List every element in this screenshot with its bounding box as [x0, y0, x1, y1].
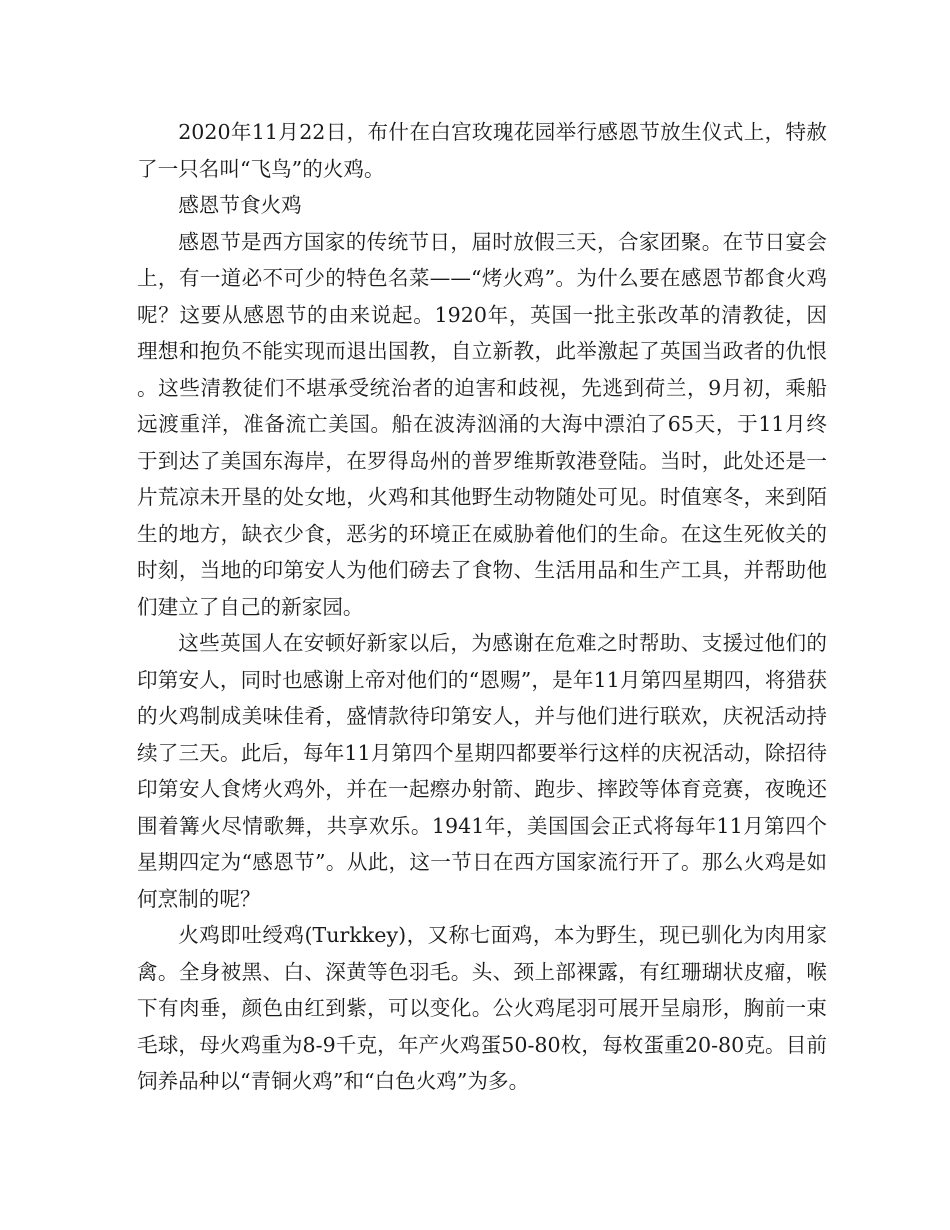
- paragraph-turkey-description: 火鸡即吐绶鸡(Turkkey)，又称七面鸡，本为野生，现已驯化为肉用家禽。全身被黑、白、深黄等色羽毛。头、颈上部裸露，有红珊瑚状皮瘤，喉下有肉垂，颜色由红到紫，可以变化。公火鸡尾羽可展开呈扇形，胸前一束毛球，母火鸡重为8-9千克，年产火鸡蛋50-80枚，每枚蛋重20-80克。目前饲养品种以“青铜火鸡”和“白色火鸡”为多。: [137, 923, 827, 1093]
- section-heading: 感恩节食火鸡: [178, 193, 302, 217]
- paragraph-pardon-news: 2020年11月22日，布什在白宫玫瑰花园举行感恩节放生仪式上，特赦了一只名叫“飞鸟”的火鸡。: [137, 120, 827, 181]
- paragraph-celebration: 这些英国人在安顿好新家以后，为感谢在危难之时帮助、支援过他们的印第安人，同时也感谢上帝对他们的“恩赐”，是年11月第四星期四，将猎获的火鸡制成美味佳肴，盛情款待印第安人，并与他们进行联欢，庆祝活动持续了三天。此后，每年11月第四个星期四都要举行这样的庆祝活动，除招待印第安人食烤火鸡外，并在一起瘵办射箭、跑步、摔跤等体育竞赛，夜晚还围着篝火尽情歌舞，共享欢乐。1941年，美国国会正式将每年11月第四个星期四定为“感恩节”。从此，这一节日在西方国家流行开了。那么火鸡是如何烹制的呢？: [137, 631, 827, 911]
- document-page: [137, 114, 827, 1100]
- paragraph-origin: 感恩节是西方国家的传统节日，届时放假三天，合家团聚。在节日宴会上，有一道必不可少的特色名菜——“烤火鸡”。为什么要在感恩节都食火鸡呢？这要从感恩节的由来说起。1920年，英国一批主张改革的清教徒，因理想和抱负不能实现而退出国教，自立新教，此举激起了英国当政者的仇恨。这些清教徒们不堪承受统治者的迫害和歧视，先逃到荷兰，9月初，乘船远渡重洋，准备流亡美国。船在波涛汹涌的大海中漂泊了65天，于11月终于到达了美国东海岸，在罗得岛州的普罗维斯敦港登陆。当时，此处还是一片荒凉未开垦的处女地，火鸡和其他野生动物随处可见。时值寒冬，来到陌生的地方，缺衣少食，恶劣的环境正在威胁着他们的生命。在这生死攸关的时刻，当地的印第安人为他们磅去了食物、生活用品和生产工具，并帮助他们建立了自己的新家园。: [137, 229, 828, 619]
